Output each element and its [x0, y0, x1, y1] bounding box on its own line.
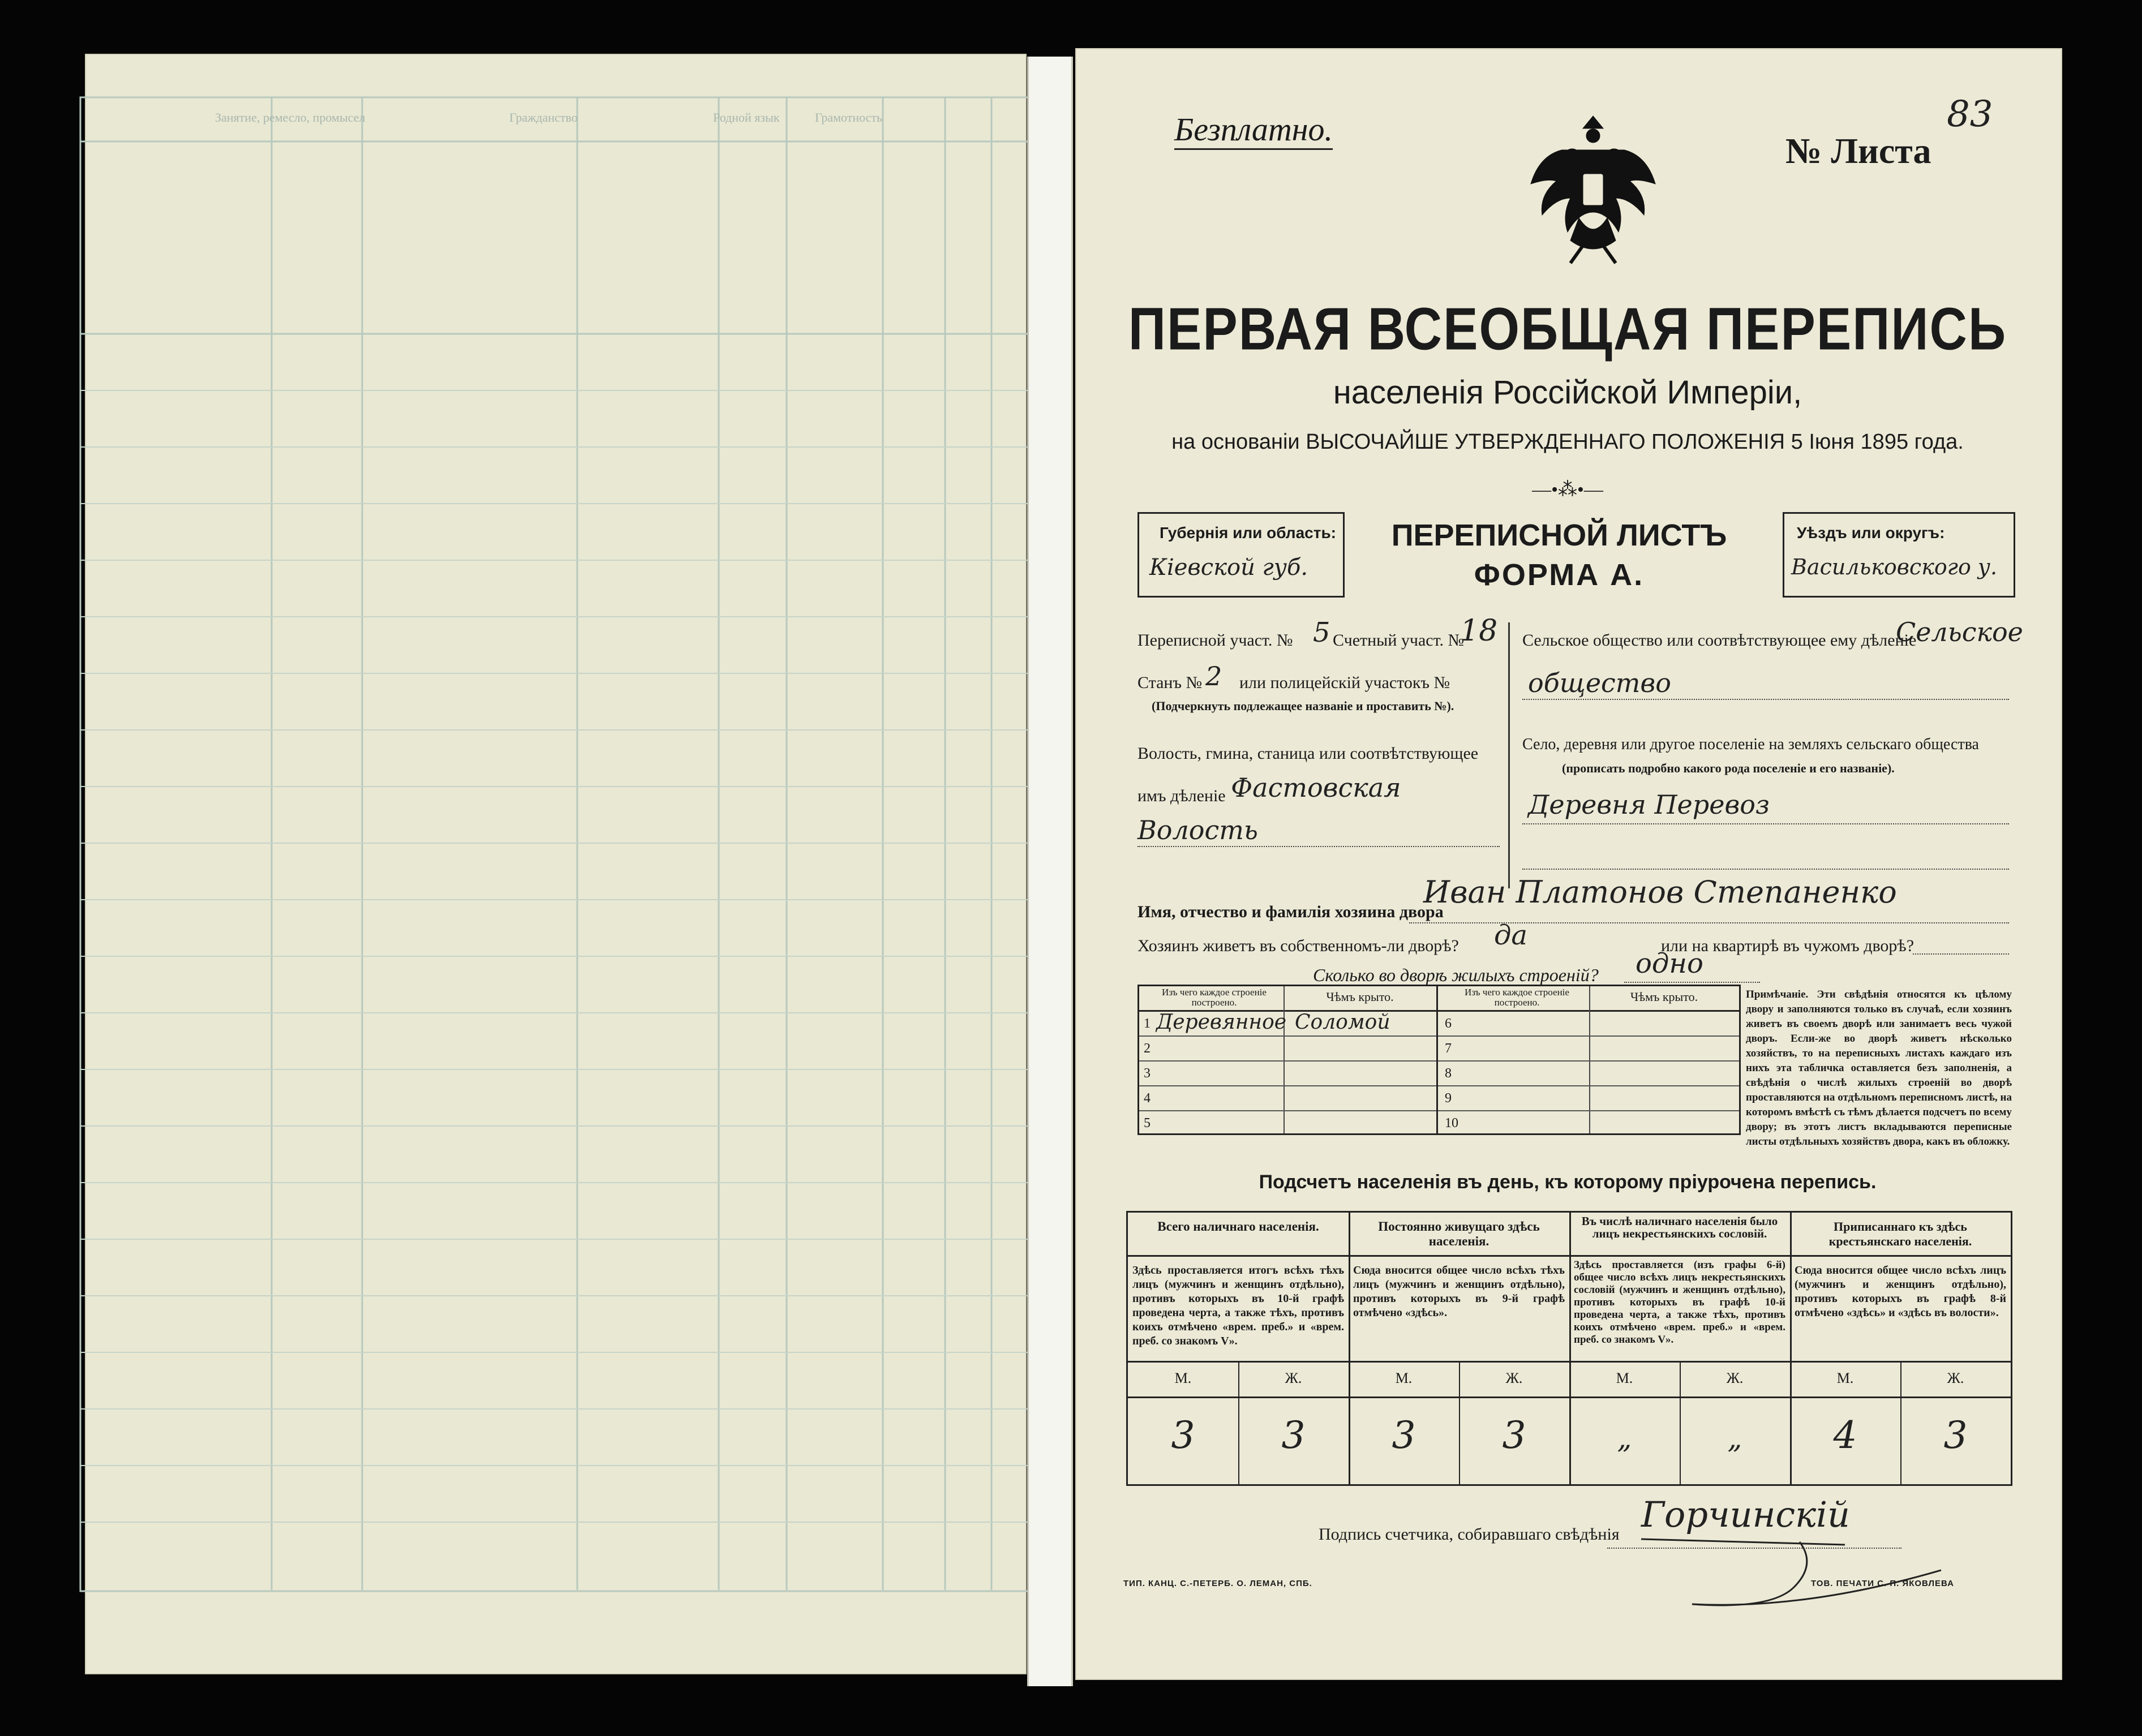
- volost-value-1: Фастовская: [1231, 772, 1401, 803]
- population-title: Подсчетъ населенія въ день, къ которому пріурочена перепись.: [1259, 1171, 1877, 1193]
- building-row: 2: [1139, 1037, 1436, 1062]
- building-row: 10: [1445, 1116, 1458, 1131]
- male-label: М.: [1616, 1370, 1633, 1386]
- male-label: М.: [1395, 1370, 1413, 1386]
- village-line: [1522, 823, 2009, 824]
- stan-value: 2: [1205, 661, 1222, 691]
- imperial-eagle-emblem: [1528, 110, 1658, 269]
- left-col-header-3: Родной язык: [713, 110, 780, 124]
- signature-flourish: [1630, 1528, 1992, 1618]
- population-col: [1128, 1213, 1350, 1484]
- form-title-2: ФОРМА А.: [1474, 558, 1645, 592]
- uezd-box: [1783, 512, 2015, 598]
- sheet-number-value: 83: [1947, 93, 1993, 135]
- building-row: 9: [1438, 1086, 1739, 1111]
- material-header-left: Изъ чего каждое строеніе построено.: [1162, 987, 1267, 1008]
- roof-header-right: Чѣмъ крыто.: [1630, 990, 1698, 1004]
- female-count: „: [1727, 1422, 1742, 1455]
- female-label: Ж.: [1726, 1370, 1744, 1386]
- subtitle: населенія Россійской Имперіи,: [1333, 374, 1802, 411]
- male-count: 3: [1171, 1413, 1195, 1457]
- population-table: [1126, 1211, 2012, 1486]
- free-label: Безплатно.: [1174, 110, 1333, 150]
- uezd-label: Уѣздъ или округъ:: [1797, 524, 1945, 542]
- guberniya-value: Кіевской губ.: [1149, 555, 1308, 581]
- population-col-desc: Сюда вносится общее число всѣхъ тѣхъ лицъ (мужчинъ и женщинъ отдѣльно), противъ которыхъ въ 9-й графѣ отмѣчено «здѣсь».: [1353, 1264, 1565, 1319]
- volost-label-2: имъ дѣленіе: [1137, 787, 1226, 805]
- building-row: 5: [1144, 1116, 1151, 1131]
- population-col-desc: Здѣсь проставляется (изъ графы 6-й) общее число всѣхъ лицъ некрестьянскихъ сословій (мужчинъ и женщинъ отдѣльно), противъ которыхъ въ графѣ 10-й проведена черта, а также тѣхъ, противъ коихъ отмѣчено «врем. преб.» и «врем. преб. со знакомъ V».: [1574, 1259, 1785, 1346]
- volost-line: [1137, 846, 1500, 847]
- building-row: 1 Деревянное Соломой: [1139, 1012, 1436, 1037]
- female-label: Ж.: [1285, 1370, 1302, 1386]
- building-row: 8: [1438, 1062, 1739, 1086]
- own-yard-value: да: [1494, 919, 1528, 951]
- population-col-desc: Здѣсь проставляется итогъ всѣхъ тѣхъ лицъ (мужчинъ и женщинъ отдѣльно), противъ которыхъ въ 10-й графѣ проведена черта, а также тѣхъ, противъ коихъ отмѣчено «врем. преб.» и «врем. преб. со знакомъ V».: [1132, 1264, 1344, 1347]
- main-title: ПЕРВАЯ ВСЕОБЩАЯ ПЕРЕПИСЬ: [1128, 296, 2007, 363]
- population-col-header: Всего наличнаго населенія.: [1157, 1219, 1319, 1234]
- village-note: (прописать подробно какого рода поселеніе и его названіе).: [1562, 761, 1895, 775]
- population-col: [1349, 1213, 1571, 1484]
- uezd-value: Васильковского у.: [1791, 555, 1998, 579]
- population-col: [1569, 1213, 1792, 1484]
- guberniya-box: [1137, 512, 1345, 598]
- society-label: Сельское общество или соотвѣтствующее ему дѣленіе: [1522, 631, 1917, 650]
- building-roof-value: Соломой: [1295, 1011, 1390, 1034]
- signature-value: Горчинскій: [1641, 1494, 1850, 1535]
- district-divider: [1508, 622, 1510, 888]
- population-col-desc: Сюда вносится общее число всѣхъ лицъ (мужчинъ и женщинъ отдѣльно), противъ которыхъ въ графѣ 8-й отмѣчено «здѣсь» и «здѣсь въ волости».: [1795, 1264, 2006, 1319]
- printer-left: ТИП. КАНЦ. С.-ПЕТЕРБ. О. ЛЕМАН, СПБ.: [1123, 1579, 1312, 1588]
- female-label: Ж.: [1505, 1370, 1523, 1386]
- left-page-grid: [79, 96, 1041, 1601]
- rented-label: или на квартирѣ въ чужомъ дворѣ?: [1661, 936, 1915, 955]
- village-value: Деревня Перевоз: [1528, 789, 1770, 820]
- population-col-header: Постоянно живущаго здѣсь населенія.: [1378, 1219, 1540, 1248]
- female-label: Ж.: [1947, 1370, 1964, 1386]
- police-label: или полицейскій участокъ №: [1239, 673, 1450, 692]
- female-count: 3: [1281, 1413, 1306, 1457]
- male-label: М.: [1836, 1370, 1854, 1386]
- male-count: 3: [1392, 1413, 1416, 1457]
- census-section-value: 5: [1313, 617, 1330, 648]
- population-col-header: Приписаннаго къ здѣсь крестьянскаго населенія.: [1828, 1219, 1972, 1248]
- female-count: 3: [1943, 1413, 1968, 1457]
- village-line-2: [1522, 869, 2009, 870]
- owner-name-value: Иван Платонов Степаненко: [1423, 874, 1897, 910]
- underline-note: (Подчеркнуть подлежащее названіе и проставить №).: [1152, 699, 1454, 713]
- buildings-line: [1624, 982, 1760, 983]
- roof-header-left: Чѣмъ крыто.: [1326, 990, 1394, 1004]
- volost-value-2: Волость: [1137, 815, 1258, 845]
- building-row: 3: [1139, 1062, 1436, 1086]
- census-section-label: Переписной участ. №: [1137, 631, 1293, 650]
- count-section-label: Счетный участ. №: [1333, 631, 1465, 650]
- population-col-header: Въ числѣ наличнаго населенія было лицъ некрестьянскихъ сословій.: [1581, 1214, 1778, 1240]
- left-col-header-4: Грамотность: [815, 110, 883, 124]
- ornament-divider: —•⁂•—: [1532, 479, 1603, 500]
- guberniya-label: Губернія или область:: [1159, 524, 1336, 542]
- sheet-number-label: № Листа: [1785, 131, 1931, 171]
- building-row: 4: [1139, 1086, 1436, 1111]
- material-header-right: Изъ чего каждое строеніе построено.: [1465, 987, 1569, 1008]
- society-value-2: общество: [1528, 668, 1671, 698]
- buildings-label: Сколько во дворѣ жилыхъ строеній?: [1313, 965, 1599, 985]
- stan-label: Станъ №: [1137, 673, 1203, 692]
- signature-label: Подпись счетчика, собиравшаго свѣдѣнія: [1319, 1525, 1620, 1544]
- count-section-value: 18: [1460, 614, 1498, 648]
- signature-line: [1607, 1548, 1901, 1549]
- basis-line: на основаніи ВЫСОЧАЙШЕ УТВЕРЖДЕННАГО ПОЛОЖЕНІЯ 5 Іюня 1895 года.: [1171, 430, 1964, 454]
- left-col-header-1: Занятие, ремесло, промысел: [215, 110, 366, 124]
- building-row: 7: [1438, 1037, 1739, 1062]
- male-count: 4: [1833, 1413, 1857, 1457]
- left-col-header-2: Гражданство: [509, 110, 578, 124]
- building-row: 6: [1438, 1012, 1739, 1037]
- volost-label-1: Волость, гмина, станица или соотвѣтствующее: [1137, 744, 1479, 763]
- rented-line: [1913, 953, 2009, 955]
- buildings-table: [1137, 985, 1741, 1135]
- male-count: „: [1617, 1422, 1632, 1455]
- village-label: Село, деревня или другое поселеніе на земляхъ сельскаго общества: [1522, 736, 1979, 753]
- buildings-note: Примѣчаніе. Эти свѣдѣнія относятся къ цѣлому двору и заполняются только въ случаѣ, если хозяинъ живетъ въ своемъ дворѣ или занимаетъ весь чужой дворъ. Если-же во дворѣ живетъ нѣсколько хозяйствъ, то на переписныхъ листахъ каждаго изъ нихъ эта табличка оставляется безъ заполненія, а свѣдѣнія о числѣ жилыхъ строеній во дворѣ проставляются на отдѣльномъ переписномъ листѣ, на которомъ вмѣстѣ съ тѣмъ дѣлается подсчетъ по всему двору; въ этотъ листъ вкладываются переписные листы отдѣльныхъ хозяйствъ двора, какъ въ обложку.: [1746, 989, 2012, 1148]
- buildings-value: одно: [1636, 948, 1703, 979]
- female-count: 3: [1502, 1413, 1526, 1457]
- printer-right: ТОВ. ПЕЧАТИ С. П. ЯКОВЛЕВА: [1811, 1579, 1954, 1588]
- owner-name-label: Имя, отчество и фамилія хозяина двора: [1137, 903, 1444, 921]
- population-col: [1790, 1213, 2011, 1484]
- form-title-1: ПЕРЕПИСНОЙ ЛИСТЪ: [1391, 518, 1727, 552]
- binding-strip: [1027, 57, 1073, 1686]
- building-material-value: Деревянное: [1156, 1011, 1287, 1034]
- society-value-1: Сельское: [1896, 617, 2023, 647]
- male-label: М.: [1174, 1370, 1192, 1386]
- society-line: [1522, 699, 2009, 700]
- own-yard-label: Хозяинъ живетъ въ собственномъ-ли дворѣ?: [1137, 936, 1459, 955]
